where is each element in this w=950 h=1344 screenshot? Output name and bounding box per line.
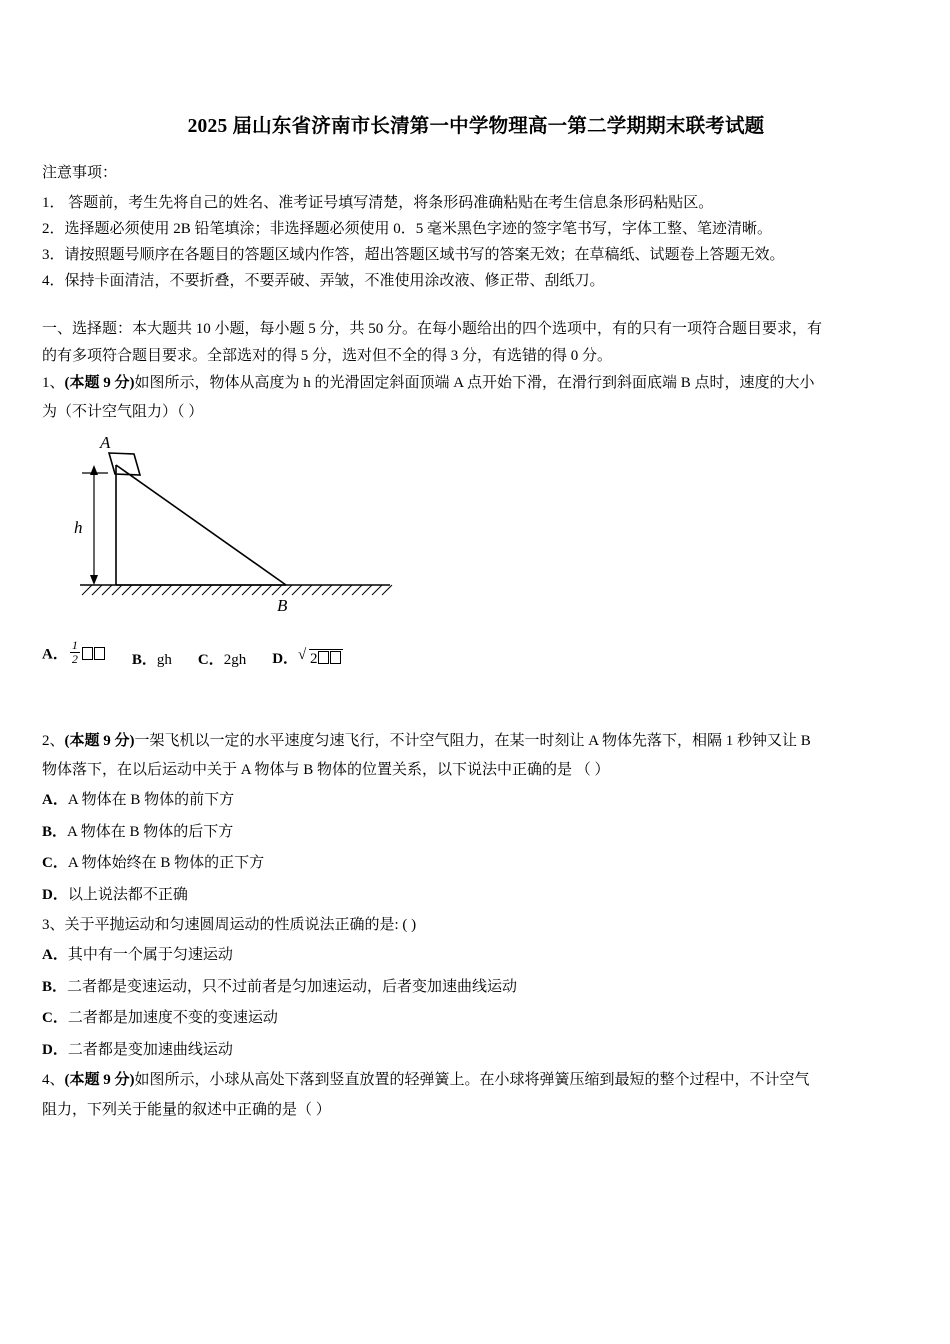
question-1-option-c: C．2gh	[197, 651, 247, 668]
incline-diagram	[72, 433, 402, 638]
label-b: B	[277, 596, 288, 616]
question-1-options	[42, 638, 910, 668]
question-2-stem-line-2: 物体落下，在以后运动中关于 A 物体与 B 物体的位置关系，以下说法中正确的是 （ ）	[42, 761, 610, 778]
missing-glyph-box	[330, 651, 341, 664]
missing-glyph-box	[82, 647, 93, 660]
missing-glyph-box	[94, 647, 105, 660]
question-3-stem-line-1	[42, 911, 910, 940]
question-3-option-d: D．二者都是变加速曲线运动	[42, 1041, 233, 1058]
question-2-option-c: C．A 物体始终在 B 物体的正下方	[42, 855, 265, 872]
label-h: h	[74, 518, 83, 538]
fraction-one-half: $\frac{1}{2}$	[71, 638, 78, 667]
question-1-option-b: B．gh	[131, 651, 172, 668]
question-2-marks: (本题 9 分)	[64, 732, 135, 749]
question-3-stem-text-1: 关于平抛运动和匀速圆周运动的性质说法正确的是: ( )	[64, 917, 417, 934]
question-3-number: 3、	[42, 917, 65, 934]
question-4-stem-text-1: 如图所示，小球从高处下落到竖直放置的轻弹簧上。在小球将弹簧压缩到最短的整个过程中，不计空气	[134, 1072, 810, 1089]
question-3-option-a: A．其中有一个属于匀速运动	[42, 947, 233, 964]
question-2-option-b: B．A 物体在 B 物体的后下方	[42, 823, 234, 840]
incline-svg	[72, 433, 402, 633]
section-one-heading-line-2: 的有多项符合题目要求。全部选对的得 5 分，选对但不全的得 3 分，有选错的得 0 分。	[42, 347, 613, 364]
question-1-option-d: D． √ 2	[272, 647, 344, 669]
question-2-number: 2、	[42, 732, 65, 749]
question-2-stem-text-1: 一架飞机以一定的水平速度匀速飞行，不计空气阻力，在某一时刻让 A 物体先落下，相隔 1 秒钟又让 B	[134, 732, 811, 749]
notice-heading: 注意事项：	[42, 165, 118, 181]
notice-item-2: 2．选择题必须使用 2B 铅笔填涂；非选择题必须使用 0．5 毫米黑色字迹的签字笔书写，字体工整、笔迹清晰。	[42, 221, 773, 238]
question-1-marks: (本题 9 分)	[64, 374, 135, 391]
question-4-stem-line-2: 阻力，下列关于能量的叙述中正确的是（ ）	[42, 1101, 331, 1118]
question-4-number: 4、	[42, 1072, 65, 1089]
question-1-stem-line-1	[42, 369, 910, 398]
question-2-option-d: D．以上说法都不正确	[42, 886, 188, 903]
question-3-option-c: C．二者都是加速度不变的变速运动	[42, 1010, 278, 1027]
question-3-option-b: B．二者都是变速运动，只不过前者是匀加速运动，后者变加速曲线运动	[42, 978, 518, 995]
section-one-heading-line-1: 一、选择题：本大题共 10 小题，每小题 5 分，共 50 分。在每小题给出的四个选项中，有的只有一项符合题目要求，有	[42, 321, 823, 338]
question-4-stem-line-1	[42, 1066, 910, 1095]
question-1-number: 1、	[42, 374, 65, 391]
missing-glyph-box	[318, 651, 329, 664]
notice-item-1: 1． 答题前，考生先将自己的姓名、准考证号填写清楚，将条形码准确粘贴在考生信息条形码粘贴区。	[42, 195, 714, 212]
document-content	[42, 110, 910, 1125]
question-2-option-a: A．A 物体在 B 物体的前下方	[42, 792, 235, 809]
page-title: 2025 届山东省济南市长清第一中学物理高一第二学期期末联考试题	[187, 116, 765, 137]
question-1-figure	[42, 433, 910, 638]
question-1-stem-text-1: 如图所示，物体从高度为 h 的光滑固定斜面顶端 A 点开始下滑，在滑行到斜面底端 B 点时，速度的大小	[134, 374, 815, 391]
question-1-stem-line-2: 为（不计空气阻力）（ ）	[42, 404, 204, 421]
question-2-stem-line-1	[42, 727, 910, 756]
sqrt-expression: √ 2	[298, 649, 345, 669]
question-1-option-a: A． $\frac{1}{2}$	[42, 642, 106, 668]
notice-item-3: 3．请按照题号顺序在各题目的答题区域内作答，超出答题区域书写的答案无效；在草稿纸、试题卷上答题无效。	[42, 246, 785, 263]
label-a: A	[100, 433, 111, 453]
question-4-marks: (本题 9 分)	[64, 1072, 135, 1089]
notice-item-4: 4．保持卡面清洁，不要折叠，不要弄破、弄皱，不准使用涂改液、修正带、刮纸刀。	[42, 272, 605, 289]
